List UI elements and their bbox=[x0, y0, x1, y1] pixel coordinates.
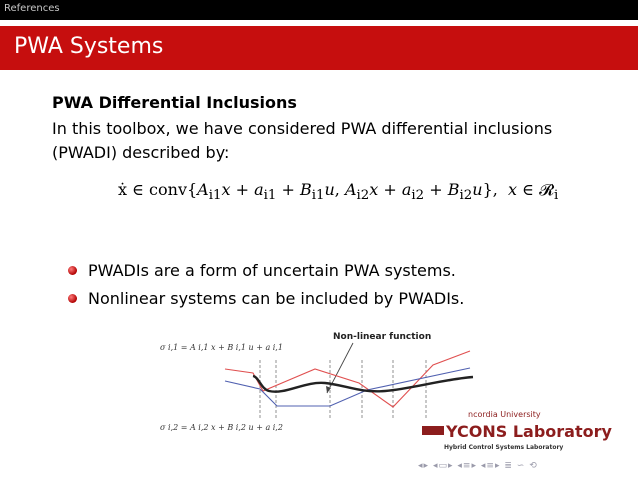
subsection-left-icon[interactable]: ◂ bbox=[480, 461, 487, 471]
hycons-logo bbox=[420, 410, 635, 462]
university-name: ncordia University bbox=[468, 410, 541, 419]
lab-name: YCONS Laboratory bbox=[446, 422, 612, 441]
figure-annotation: Non-linear function bbox=[333, 332, 432, 342]
bullet-icon bbox=[68, 294, 77, 303]
section-name[interactable]: References bbox=[4, 3, 60, 14]
zoom-icon[interactable]: ⟲ bbox=[529, 461, 538, 471]
subsection-icon: ≡ bbox=[486, 461, 495, 471]
section-left-icon[interactable]: ◂ bbox=[457, 461, 463, 471]
bullet-text: Nonlinear systems can be included by PWADIs. bbox=[88, 289, 465, 308]
frame-right-icon[interactable]: ▸ bbox=[447, 461, 454, 471]
subsection-right-icon[interactable]: ▸ bbox=[494, 461, 501, 471]
nonlinear-function-curve bbox=[253, 376, 473, 392]
section-right-icon[interactable]: ▸ bbox=[471, 461, 477, 471]
logo-bar-icon bbox=[422, 426, 444, 435]
bullet-text: PWADIs are a form of uncertain PWA systems. bbox=[88, 261, 456, 280]
lower-equation: σ i,2 = A i,2 x + B i,2 u + a i,2 bbox=[160, 423, 283, 432]
align-icon[interactable]: ≣ bbox=[504, 461, 513, 471]
frame-icon: ▭ bbox=[438, 461, 448, 471]
section-icon: ≡ bbox=[462, 461, 472, 471]
pwadi-equation: ẋ ∈ $conv\{A_{i1}x + a_{i1} + B_{i1}u$, $A_{i2}x + a_{i2} + B_{i2}u$}, x ∈ 𝓡$_i$ bbox=[118, 180, 559, 204]
beamer-navigation-controls bbox=[418, 461, 538, 471]
lab-subtitle: Hybrid Control Systems Laboratory bbox=[444, 444, 564, 451]
frame-left-icon[interactable]: ◂ bbox=[432, 461, 439, 471]
block-heading: PWA Differential Inclusions bbox=[52, 93, 297, 112]
upper-equation: σ i,1 = A i,1 x + B i,1 u + a i,1 bbox=[160, 343, 283, 352]
search-icon[interactable]: ∽ bbox=[516, 461, 526, 471]
frame-title-bar bbox=[0, 26, 638, 70]
nav-left-arrow-icon[interactable]: ◂ bbox=[418, 461, 424, 471]
bullet-icon bbox=[68, 266, 77, 275]
frame-title: PWA Systems bbox=[14, 34, 164, 59]
intro-paragraph: In this toolbox, we have considered PWA differential inclusions (PWADI) described by: bbox=[52, 119, 553, 162]
nav-right-arrow-icon[interactable]: ▸ bbox=[423, 461, 430, 471]
top-navigation-bar bbox=[0, 0, 638, 20]
